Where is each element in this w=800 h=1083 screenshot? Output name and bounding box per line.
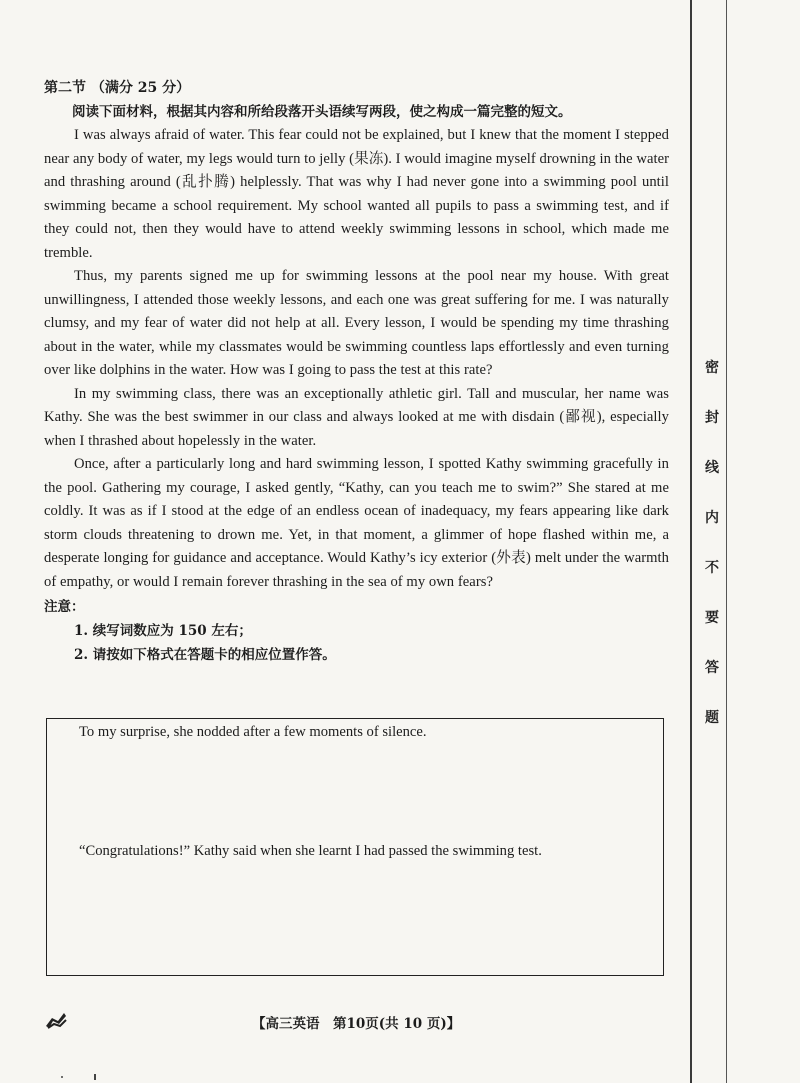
publisher-logo-icon [44,1010,68,1030]
seal-char: 封 [705,410,719,426]
seal-char: 线 [705,460,719,476]
passage-paragraph-1: I was always afraid of water. This fear could not be explained, but I knew that the moment I stepped near any body of water, my legs would turn to jelly (果冻). I would imagine myself drowning in the water and thrashing around (乱扑腾) helplessly. That was why I had never gone into a swimming pool until swimming became a school requirement. My school wanted all pupils to pass a swimming test, and if they could not, then they would have to attend weekly swimming lessons in school, which made me tremble. [44,127,670,261]
seal-char: 内 [705,510,719,526]
passage-paragraph-3: In my swimming class, there was an exceptionally athletic girl. Tall and muscular, her name was Kathy. She was the best swimmer in our class and always looked at me with disdain (鄙视), especially when I thrashed about hopelessly in the water. [44,385,669,449]
notes-title: 注意： [44,599,85,615]
exam-content [44,76,669,667]
page-footer: 【高三英语 第10页(共 10 页)】 [252,1016,461,1032]
seal-char: 题 [705,710,719,726]
section-instruction: 阅读下面材料，根据其内容和所给段落开头语续写两段，使之构成一篇完整的短文。 [72,104,572,120]
passage-paragraph-4: Once, after a particularly long and hard swimming lesson, I spotted Kathy swimming gracefully in the pool. Gathering my courage, I asked gently, “Kathy, can you teach me to swim?” She stared at me coldly. It was as if I stood at the edge of an endless ocean of inadequacy, my fears appearing like dark storm clouds threatening to drown me. Yet, in that moment, a glimmer of hope flashed within me, a desperate longing for guidance and acceptance. Would Kathy’s icy exterior (外表) melt under the warmth of empathy, or would I remain forever thrashing in the sea of my own fears? [44,456,669,590]
paragraph-starter-1: To my surprise, she nodded after a few moments of silence. [79,724,427,740]
binding-line [690,0,692,1083]
passage-paragraph-2: Thus, my parents signed me up for swimming lessons at the pool near my house. With great unwillingness, I attended those weekly lessons, and each one was great suffering for me. I was naturally clumsy, and my fear of water did not help at all. Every lesson, I would be spending my time thrashing about in the water, while my classmates would be swimming countless laps effortlessly and even turning over like dolphins in the water. How was I going to pass the test at this rate? [44,268,669,378]
seal-line-notice [699,358,725,758]
answer-box [46,718,664,976]
seal-char: 不 [705,560,719,576]
binding-line-inner [726,0,727,1083]
seal-char: 密 [705,360,719,376]
scan-mark [60,1074,100,1080]
seal-char: 要 [705,610,719,626]
note-item-format: 2. 请按如下格式在答题卡的相应位置作答。 [74,647,336,663]
note-item-word-count: 1. 续写词数应为 150 左右； [74,623,252,639]
seal-char: 答 [705,660,719,676]
paragraph-starter-2: “Congratulations!” Kathy said when she learnt I had passed the swimming test. [79,843,542,859]
section-heading: 第二节 （满分 25 分） [44,80,191,96]
